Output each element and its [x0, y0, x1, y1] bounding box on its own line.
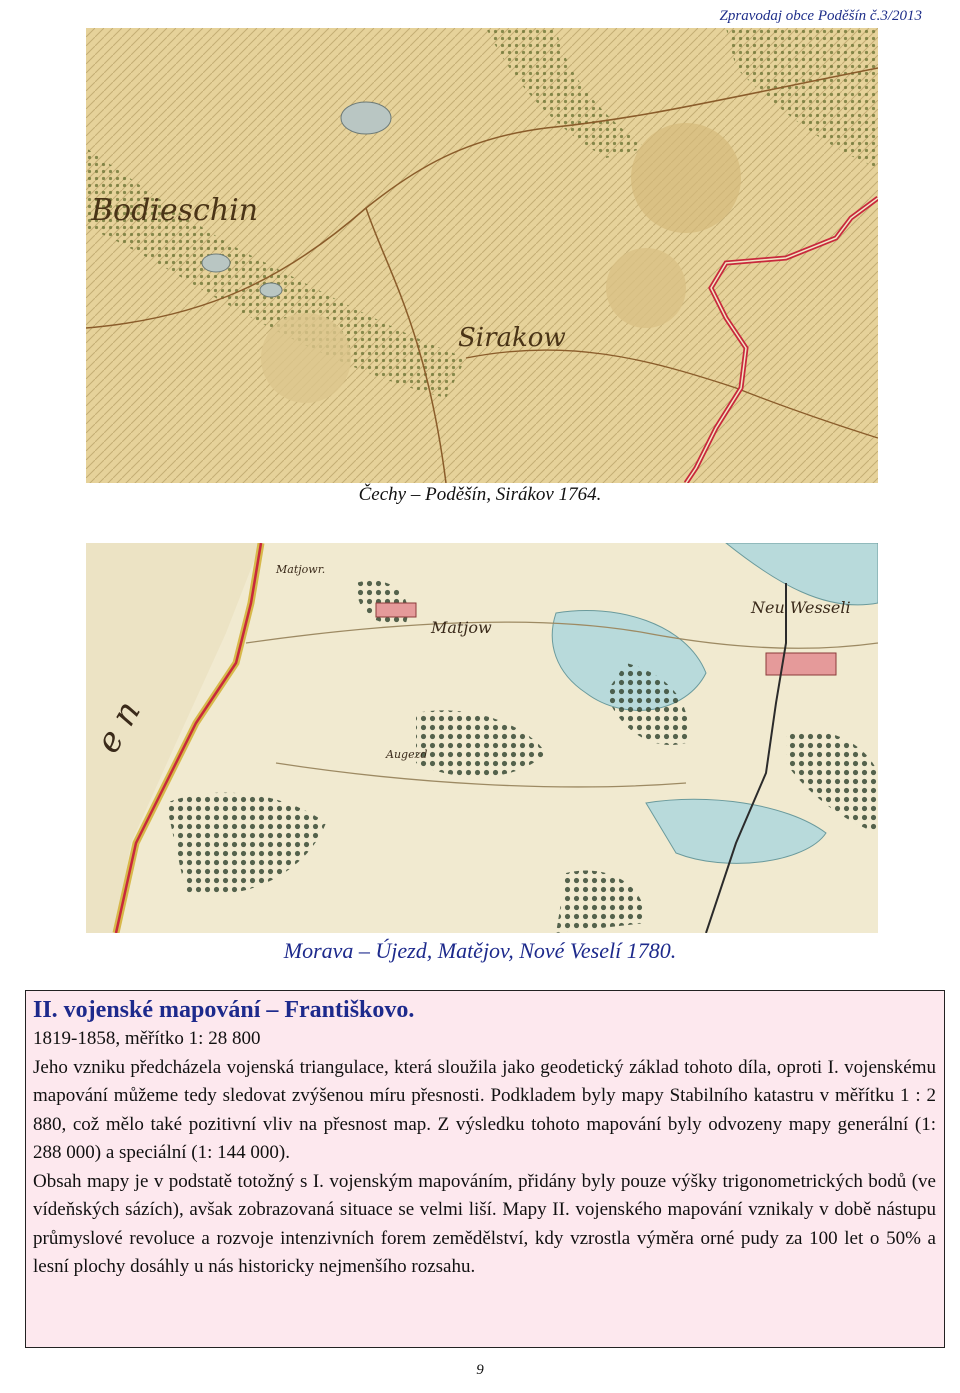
map-label-matjow: Matjow — [431, 618, 492, 637]
map-label-augezd: Augezd — [386, 748, 428, 761]
map-1780-image — [86, 543, 878, 933]
page-number: 9 — [476, 1362, 484, 1378]
newsletter-header: Zpravodaj obce Poděšín č.3/2013 — [719, 8, 922, 24]
map-label-sirakow: Sirakow — [458, 323, 566, 353]
map-label-border-letters: e n — [87, 694, 149, 760]
map-1764-image — [86, 28, 878, 483]
section-box — [25, 990, 945, 1348]
section-period: 1819-1858, měřítko 1: 28 800 — [33, 1028, 261, 1049]
historical-map-1764 — [86, 28, 878, 483]
section-title: II. vojenské mapování – Františkovo. — [33, 997, 415, 1023]
map-label-neu-wesseli: Neu Wesseli — [751, 598, 851, 617]
map-1764-caption: Čechy – Poděšín, Sirákov 1764. — [358, 484, 602, 505]
map-1780-caption: Morava – Újezd, Matějov, Nové Veselí 1780. — [283, 938, 677, 963]
map-label-bodieschin: Bodieschin — [91, 193, 259, 228]
historical-map-1780 — [86, 543, 878, 933]
section-paragraph-1: Jeho vzniku předcházela vojenská triangulace, která sloužila jako geodetický základ tohoto díla, oproti I. vojenskému mapování můžeme tedy sledovat zvýšenou míru přesnosti. Podkladem byly mapy Stabilního katastru v měřítku 1 : 2 880, což mělo také pozitivní vliv na přesnost map. Z výsledku tohoto mapování byly odvozeny mapy generální (1: 288 000) a speciální (1: 144 000). — [33, 1056, 936, 1163]
map-label-matjowr: Matjowr. — [276, 563, 326, 576]
section-paragraph-2: Obsah mapy je v podstatě totožný s I. vojenským mapováním, přidány byly pouze výšky trigonometrických bodů (ve vídeňských sázích), avšak zobrazovaná situace se velmi liší. Mapy II. vojenského mapování vznikaly v době nástupu průmyslové revoluce a rozvoje intenzivních forem zemědělství, kdy vzrostla výměra orné pudy za 100 let o 50% a lesní plochy dosáhly u nás historicky nejmenšího rozsahu. — [33, 1170, 936, 1277]
